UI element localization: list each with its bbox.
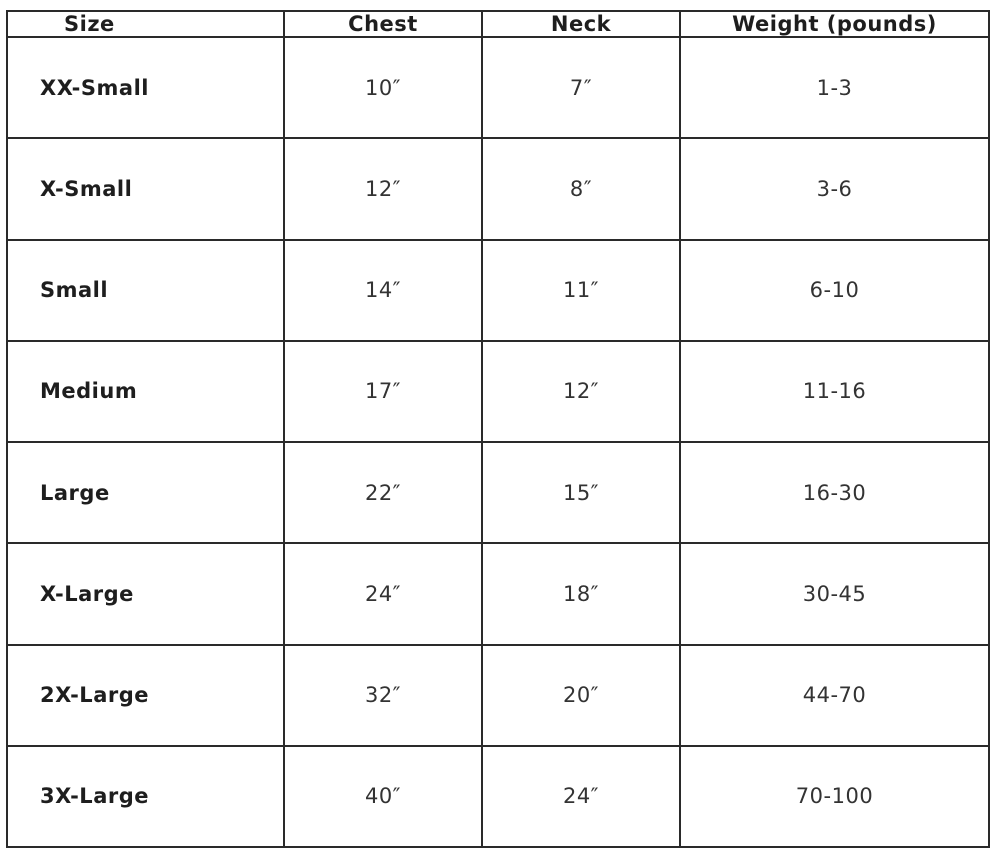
cell-weight: 16-30 [680,442,989,543]
cell-size: X-Small [7,138,284,239]
header-chest: Chest [284,11,482,37]
header-row [7,11,989,37]
table-row [7,442,989,543]
table-row [7,240,989,341]
cell-size: 3X-Large [7,746,284,847]
cell-size: Medium [7,341,284,442]
cell-size: 2X-Large [7,645,284,746]
cell-neck: 18″ [482,543,680,644]
cell-neck: 15″ [482,442,680,543]
cell-chest: 24″ [284,543,482,644]
cell-weight: 70-100 [680,746,989,847]
cell-weight: 1-3 [680,37,989,138]
cell-weight: 44-70 [680,645,989,746]
cell-size: Small [7,240,284,341]
cell-chest: 12″ [284,138,482,239]
table-row [7,341,989,442]
table-row [7,645,989,746]
cell-neck: 8″ [482,138,680,239]
cell-chest: 14″ [284,240,482,341]
cell-neck: 7″ [482,37,680,138]
cell-chest: 17″ [284,341,482,442]
header-weight: Weight (pounds) [680,11,989,37]
header-size: Size [7,11,284,37]
cell-weight: 11-16 [680,341,989,442]
cell-chest: 32″ [284,645,482,746]
cell-chest: 40″ [284,746,482,847]
cell-size: Large [7,442,284,543]
table-row [7,746,989,847]
cell-weight: 30-45 [680,543,989,644]
cell-neck: 11″ [482,240,680,341]
size-chart [6,10,988,848]
cell-size: XX-Small [7,37,284,138]
header-neck: Neck [482,11,680,37]
cell-neck: 24″ [482,746,680,847]
cell-weight: 6-10 [680,240,989,341]
cell-neck: 12″ [482,341,680,442]
table-row [7,138,989,239]
table-row [7,543,989,644]
cell-neck: 20″ [482,645,680,746]
cell-chest: 22″ [284,442,482,543]
size-table [6,10,990,848]
cell-weight: 3-6 [680,138,989,239]
table-row [7,37,989,138]
cell-size: X-Large [7,543,284,644]
cell-chest: 10″ [284,37,482,138]
